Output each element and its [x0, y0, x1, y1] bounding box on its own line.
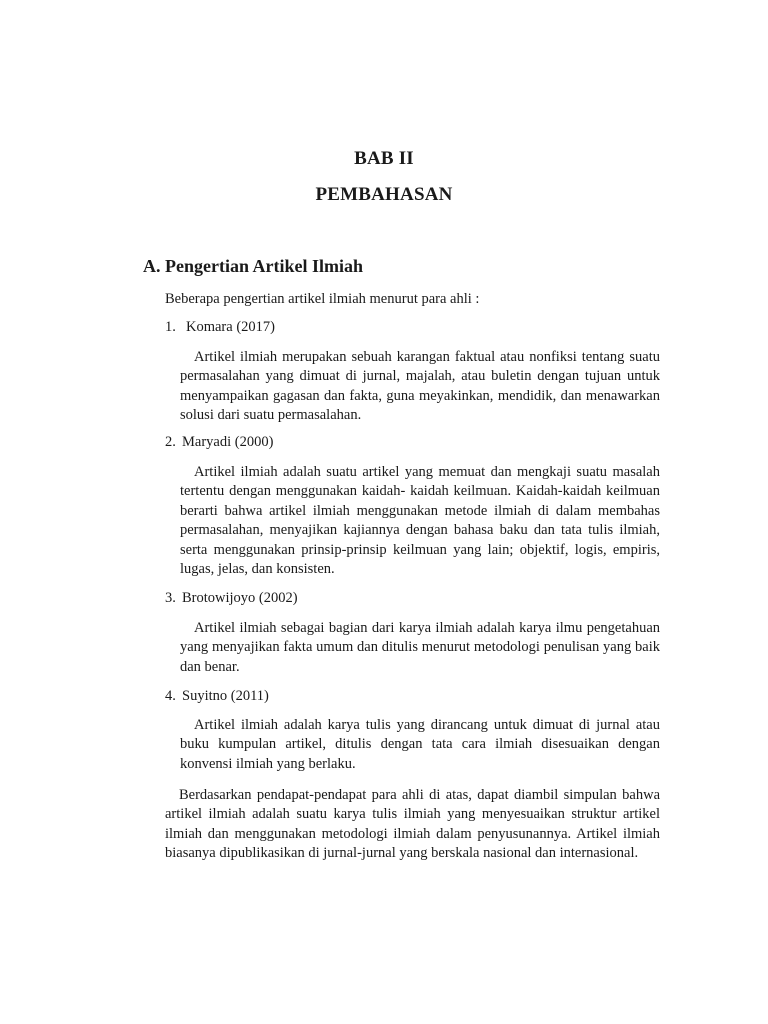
expert-item-heading	[165, 434, 273, 451]
intro-paragraph: Beberapa pengertian artikel ilmiah menurut para ahli :	[165, 291, 480, 307]
list-number: 4.	[165, 688, 176, 704]
expert-name: Komara (2017)	[186, 319, 275, 335]
list-number: 1.	[165, 319, 176, 335]
expert-item-heading	[165, 319, 275, 336]
expert-item-heading	[165, 590, 298, 607]
chapter-number: BAB II	[354, 148, 414, 169]
expert-name: Suyitno (2011)	[182, 688, 269, 704]
list-number: 3.	[165, 590, 176, 606]
expert-definition: Artikel ilmiah sebagai bagian dari karya ilmiah adalah karya ilmu pengetahuan yang menyajikan fakta umum dan ditulis menurut metodologi penulisan yang baik dan benar.	[180, 620, 660, 675]
expert-definition: Artikel ilmiah adalah suatu artikel yang memuat dan mengkaji suatu masalah tertentu dengan menggunakan kaidah- kaidah keilmuan. Kaidah-kaidah keilmuan berarti bahwa artikel ilmiah menggunakan metode ilmiah di dalam membahas permasalahan, menyajikan kajiannya dengan bahasa baku dan tata tulis ilmiah, serta menggunakan prinsip-prinsip keilmuan yang lain; objektif, logis, empiris, lugas, jelas, dan konsisten.	[180, 464, 660, 578]
section-heading: A. Pengertian Artikel Ilmiah	[143, 256, 363, 276]
expert-name: Brotowijoyo (2002)	[182, 590, 298, 606]
expert-item-heading	[165, 688, 269, 705]
expert-definition: Artikel ilmiah adalah karya tulis yang dirancang untuk dimuat di jurnal atau buku kumpulan artikel, ditulis dengan tata cara ilmiah disesuaikan dengan konvensi ilmiah yang berlaku.	[180, 717, 660, 772]
expert-definition: Artikel ilmiah merupakan sebuah karangan faktual atau nonfiksi tentang suatu permasalahan yang dimuat di jurnal, majalah, atau buletin dengan tujuan untuk menyampaikan gagasan dan fakta, guna meyakinkan, mendidik, dan menawarkan solusi dari suatu permasalahan.	[180, 349, 660, 424]
chapter-title: PEMBAHASAN	[315, 184, 453, 205]
expert-name: Maryadi (2000)	[182, 434, 274, 450]
list-number: 2.	[165, 434, 176, 450]
conclusion-paragraph: Berdasarkan pendapat-pendapat para ahli di atas, dapat diambil simpulan bahwa artikel ilmiah adalah suatu karya tulis ilmiah yang menyesuaikan struktur artikel ilmiah dan menggunakan metodologi ilmiah dalam penyusunannya. Artikel ilmiah biasanya dipublikasikan di jurnal-jurnal yang berskala nasional dan internasional.	[165, 787, 660, 862]
